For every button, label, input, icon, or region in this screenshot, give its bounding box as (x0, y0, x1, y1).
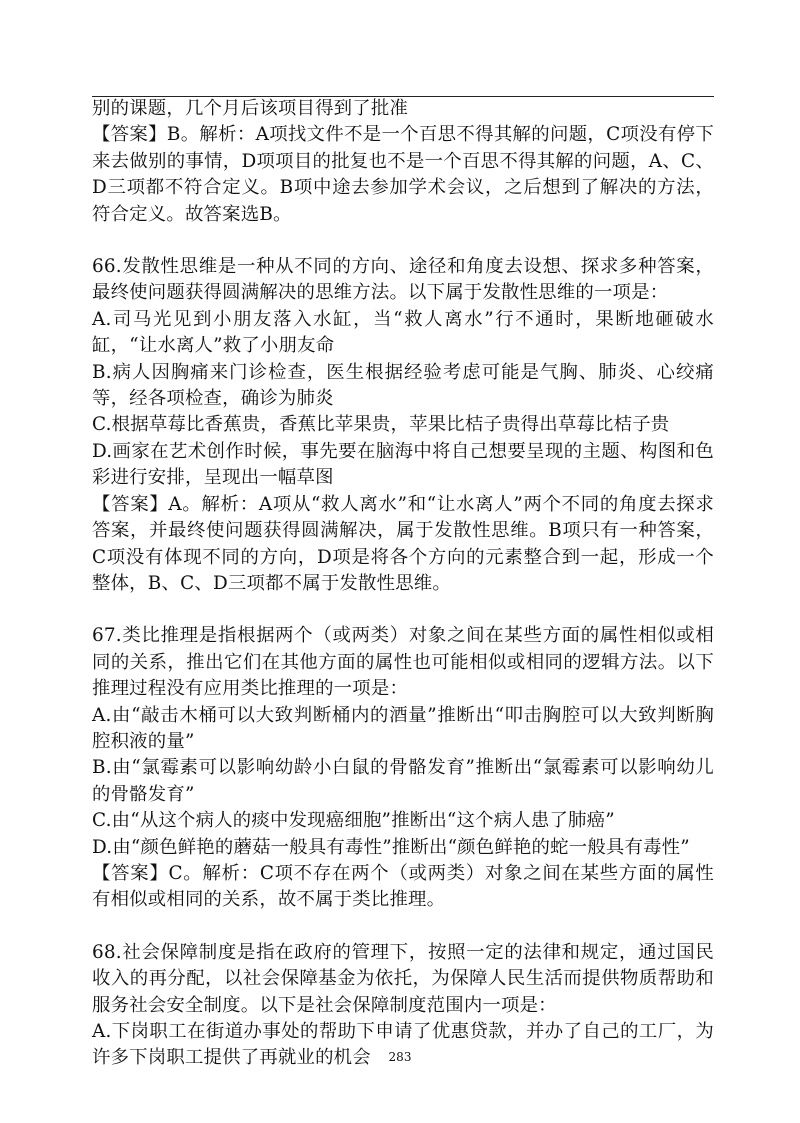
option-b: B.病人因胸痛来门诊检查，医生根据经验考虑可能是气胸、肺炎、心绞痛等，经各项检查，确诊为肺炎 (92, 361, 714, 410)
paragraph-gap (92, 228, 714, 254)
page-number: 283 (388, 1050, 412, 1064)
answer-paragraph: 【答案】B。解析：A项找文件不是一个百思不得其解的问题，C项没有停下来去做别的事情，D项项目的批复也不是一个百思不得其解的问题，A、C、D三项都不符合定义。B项中途去参加学术会议，之后想到了解决的方法，符合定义。故答案选B。 (92, 124, 714, 225)
option-a: A.下岗职工在街道办事处的帮助下申请了优惠贷款，并办了自己的工厂，为许多下岗职工提供了再就业的机会 (92, 1021, 714, 1069)
paragraph: 别的课题，几个月后该项目得到了批准 (92, 98, 409, 119)
answer-paragraph: 【答案】A。解析：A项从“救人离水”和“让水离人”两个不同的角度去探求答案，并最终使问题获得圆满解决，属于发散性思维。B项只有一种答案，C项没有体现不同的方向，D项是将各个方向的元素整合到一起，形成一个整体，B、C、D三项都不属于发散性思维。 (92, 493, 714, 594)
page-body (92, 96, 714, 1072)
option-c: C.根据草莓比香蕉贵，香蕉比苹果贵，苹果比桔子贵得出草莓比桔子贵 (92, 414, 670, 436)
paragraph-gap (92, 597, 714, 623)
paragraph-gap (92, 914, 714, 940)
option-d: D.由“颜色鲜艳的蘑菇一般具有毒性”推断出“颜色鲜艳的蛇一般具有毒性” (92, 836, 690, 858)
question-67: 67.类比推理是指根据两个（或两类）对象之间在某些方面的属性相似或相同的关系，推出它们在其他方面的属性也可能相似或相同的逻辑方法。以下推理过程没有应用类比推理的一项是： (92, 625, 714, 700)
option-a: A.由“敲击木桶可以大致判断桶内的酒量”推断出“叩击胸腔可以大致判断胸腔积液的量” (92, 704, 714, 752)
option-b: B.由“氯霉素可以影响幼龄小白鼠的骨骼发育”推断出“氯霉素可以影响幼儿的骨骼发育” (92, 757, 714, 805)
option-d: D.画家在艺术创作时候，事先要在脑海中将自己想要呈现的主题、构图和色彩进行安排，呈现出一幅草图 (92, 440, 714, 489)
question-66: 66.发散性思维是一种从不同的方向、途径和角度去设想、探求多种答案，最终使问题获得圆满解决的思维方法。以下属于发散性思维的一项是： (92, 256, 714, 304)
question-68: 68.社会保障制度是指在政府的管理下，按照一定的法律和规定，通过国民收入的再分配，以社会保障基金为依托，为保障人民生活而提供物质帮助和服务社会安全制度。以下是社会保障制度范围内一项是： (92, 941, 714, 1016)
answer-paragraph: 【答案】C。解析：C项不存在两个（或两类）对象之间在某些方面的属性有相似或相同的关系，故不属于类比推理。 (92, 862, 714, 911)
option-a: A.司马光见到小朋友落入水缸，当“救人离水”行不通时，果断地砸破水缸，“让水离人”救了小朋友命 (92, 308, 714, 357)
option-c: C.由“从这个病人的痰中发现癌细胞”推断出“这个病人患了肺癌” (92, 810, 615, 832)
